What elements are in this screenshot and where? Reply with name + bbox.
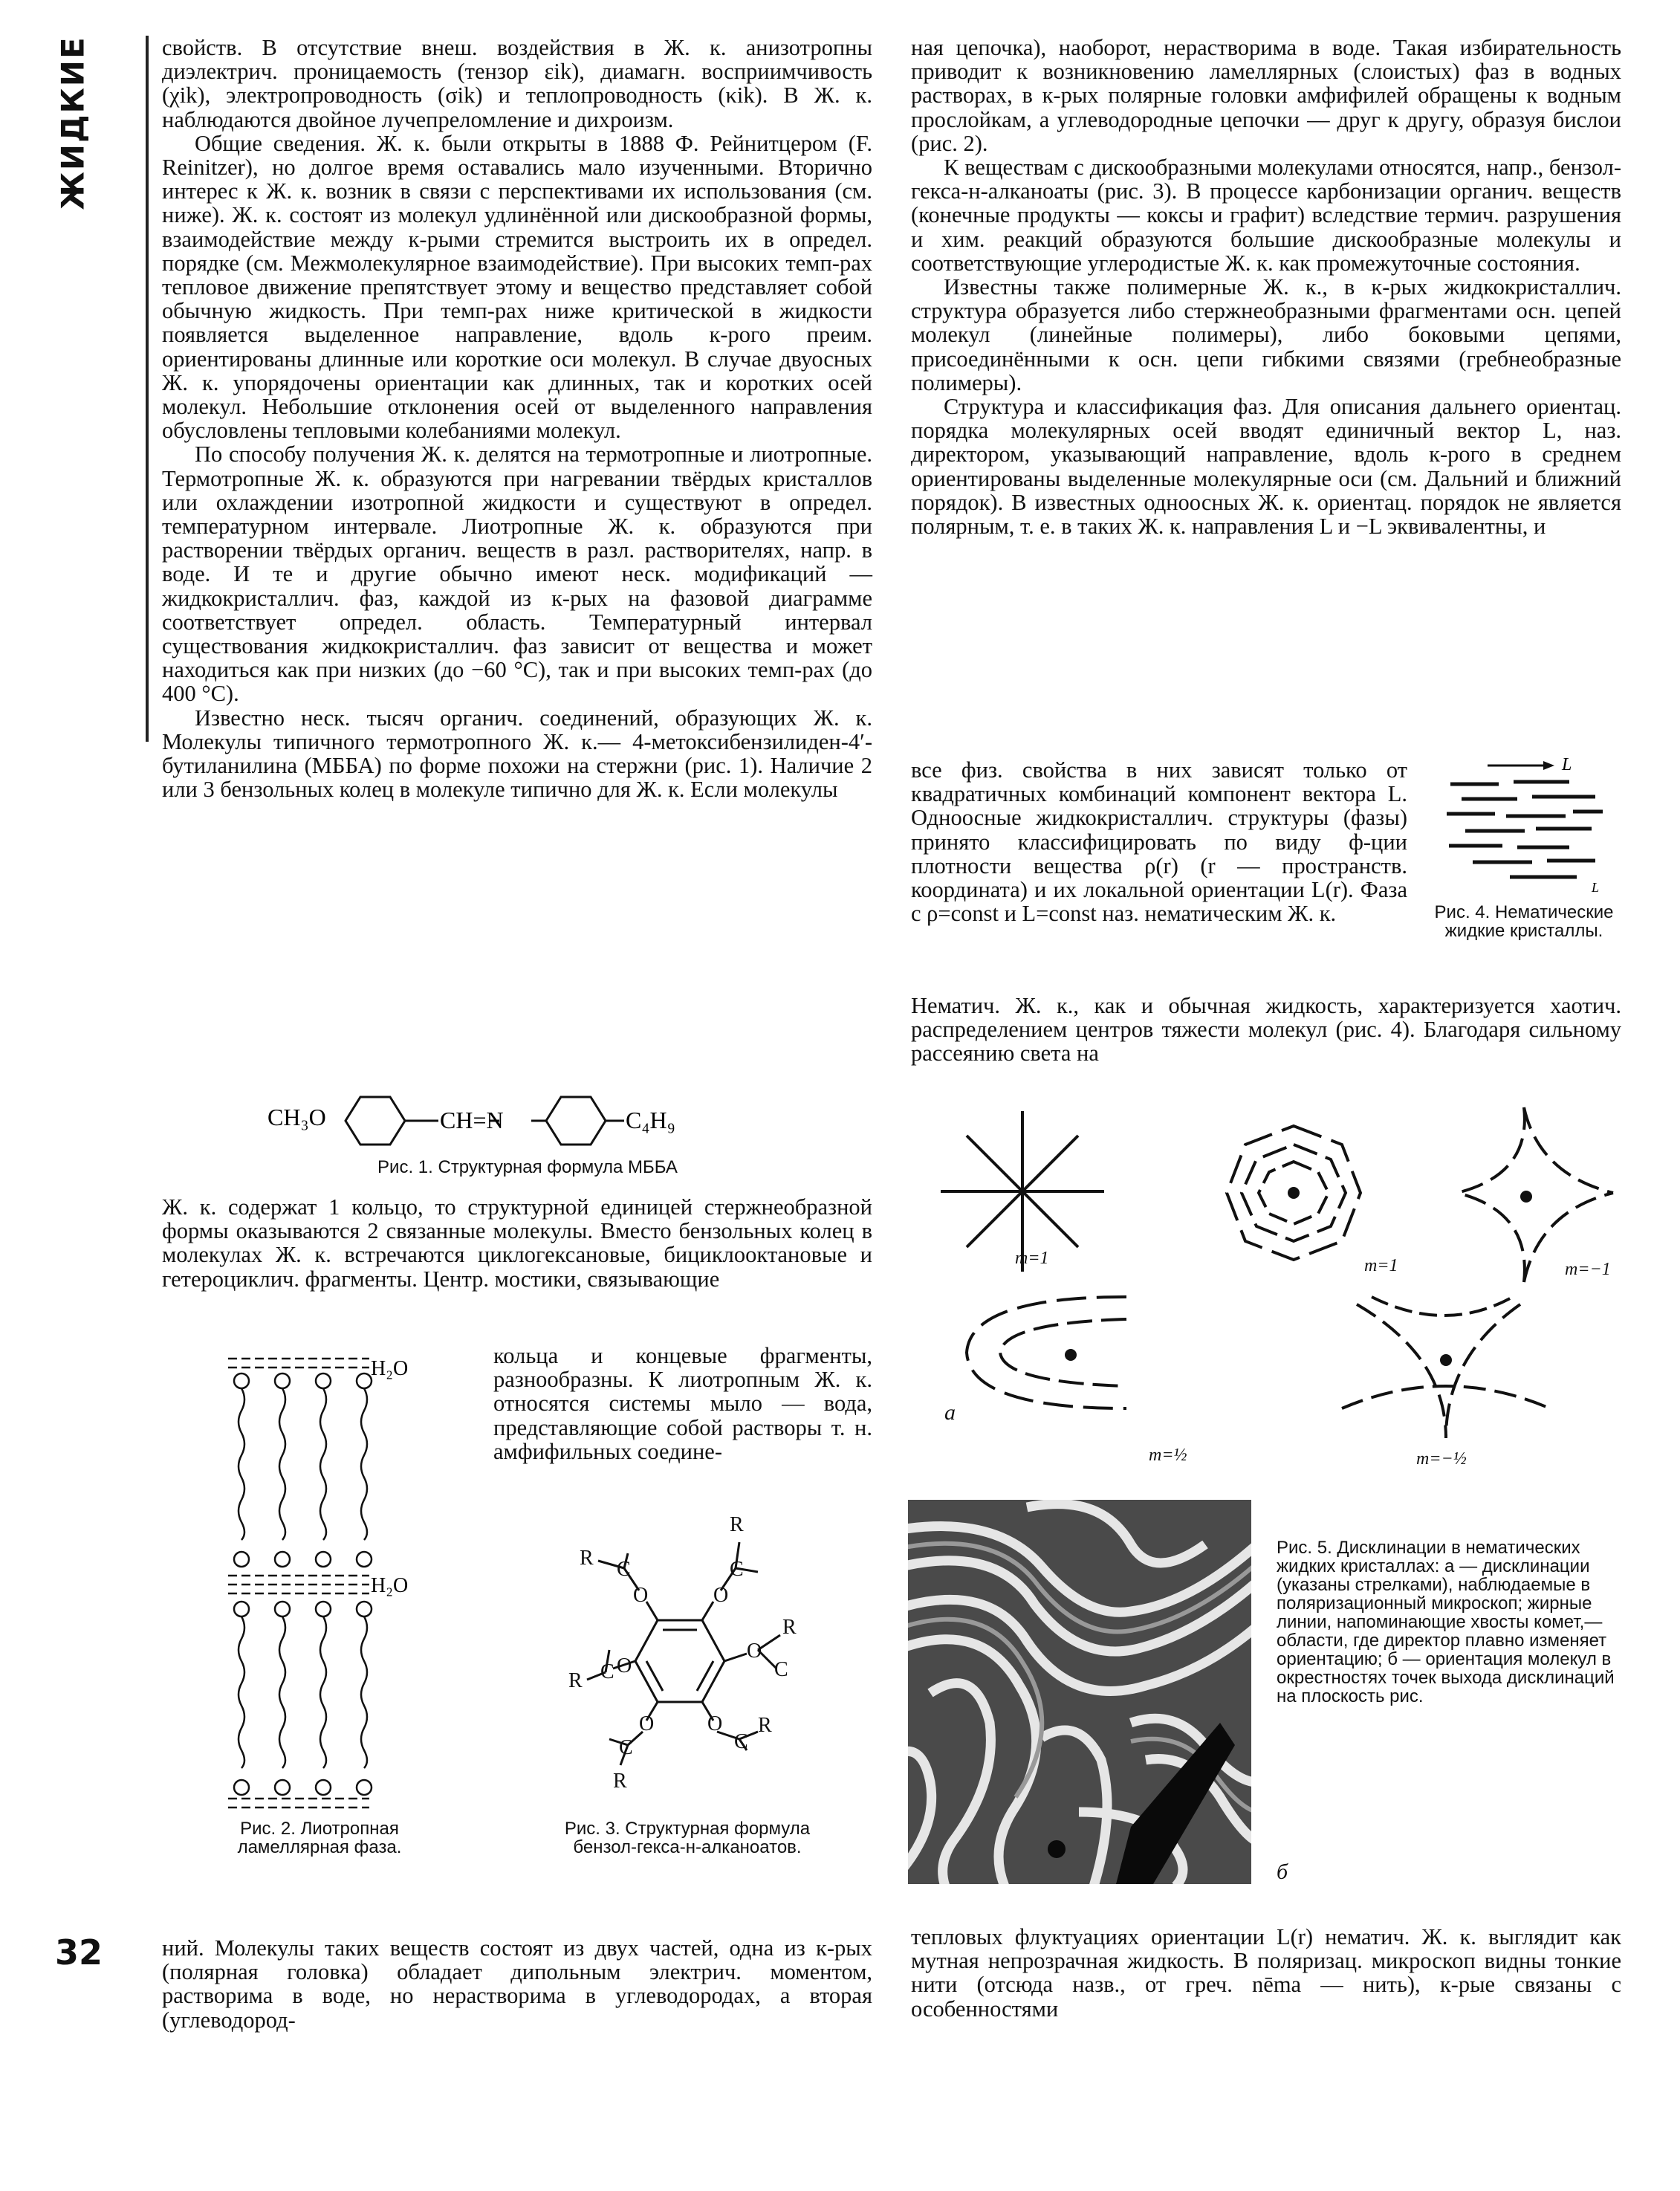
column-2-bottom xyxy=(911,1925,1621,2021)
figure-1-mbba-formula xyxy=(267,1084,802,1158)
figure-5-disclination-diagrams xyxy=(911,1081,1624,1498)
column-1-side-text xyxy=(493,1344,872,1463)
column-2-top xyxy=(911,36,1621,538)
running-head xyxy=(51,36,95,210)
atom-c: C xyxy=(730,1558,744,1581)
paragraph: Нематич. Ж. к., как и обычная жидкость, характеризуется хаотич. распределением центров тяжести молекул (рис. 4). Благодаря сильному рассеянию света на xyxy=(911,993,1621,1067)
paragraph: Структура и классификация фаз. Для описания дальнего ориентац. порядка молекулярных осей вводят единичный вектор L, наз. директором, указывающий направление, вдоль к-рого в среднем ориентированы выделенные молекулярные оси (см. Дальний и ближний порядок). В известных одноосных Ж. к. ориентац. порядок не является полярным, т. е. в таких Ж. к. направления L и −L эквивалентны, и xyxy=(911,394,1621,540)
winding-label: m=½ xyxy=(1149,1446,1187,1465)
director-label: L xyxy=(1592,880,1600,895)
atom-c: C xyxy=(617,1558,631,1581)
atom-o: O xyxy=(707,1712,723,1735)
paragraph: По способу получения Ж. к. делятся на термотропные и лиотропные. Термотропные Ж. к. образуются при нагревании твёрдых кристаллов или охлаждении изотропной жидкости и существуют в определ. температурном интервале. Лиотропные Ж. к. образуются при растворении твёрдых органич. веществ в разл. растворителях, напр. в воде. И те и другие обычно имеют неск. модификаций — жидкокристаллич. фаз, каждой из к-рых на фазовой диаграмме соответствует определ. область. Температурный интервал существования жидкокристаллич. фаз зависит от вещества и может находиться как при низких (до −60 °С), так и при высоких темп-рах (до 400 °С). xyxy=(162,441,872,707)
atom-r: R xyxy=(580,1547,594,1570)
column-rule xyxy=(146,36,149,742)
running-head-text: ЖИДКИЕ xyxy=(54,36,91,210)
paragraph: свойств. В отсутствие внеш. воздействия в Ж. к. анизотропны диэлектрич. проницаемость (тензор εik), диамагн. восприимчивость (χik), электропроводность (σik) и теплопроводность (κik). В Ж. к. наблюдаются двойное лучепреломление и дихроизм. xyxy=(162,35,872,132)
paragraph: Известно неск. тысяч органич. соединений, образующих Ж. к. Молекулы типичного термотропного Ж. к.— 4-метоксибензилиден-4′-бутиланилина (МББА) по форме похожи на стержни (рис. 1). Наличие 2 или 3 бензольных колец в молекуле типично для Ж. к. Если молекулы xyxy=(162,705,872,803)
paragraph: ний. Молекулы таких веществ состоят из двух частей, одна из к-рых (полярная головка) обладает дипольным электрич. моментом, растворима в воде, но нерастворима в углеводородах, а вторая (углеводород- xyxy=(162,1935,872,2033)
atom-o: O xyxy=(713,1584,729,1607)
page-number: 32 xyxy=(55,1932,103,1972)
paragraph: все физ. свойства в них зависят только от квадратичных комбинаций компонент вектора L. Одноосные жидкокристаллич. структуры (фазы) принято классифицировать по виду ф-ции плотности вещества ρ(r) (r — пространств. координата) и их локальной ориентации L(r). Фаза с ρ=const и L=const наз. нематическим Ж. к. xyxy=(911,757,1407,927)
atom-c: C xyxy=(619,1736,633,1759)
column-2-narrow xyxy=(911,758,1407,925)
winding-label: m=1 xyxy=(1015,1249,1049,1268)
figure-3-caption: Рис. 3. Структурная формула бензол-гекса-н-алканоатов. xyxy=(564,1819,811,1857)
atom-o: O xyxy=(747,1640,762,1663)
atom-c: C xyxy=(600,1660,614,1683)
director-label: L xyxy=(1562,755,1572,774)
figure-2-lamellar-phase xyxy=(212,1353,435,1828)
atom-c: C xyxy=(774,1658,788,1681)
paragraph: Общие сведения. Ж. к. были открыты в 1888 Ф. Рейнитцером (F. Reinitzer), но долгое время оставались мало изученными. Вторично интерес к Ж. к. возник в связи с перспективами их использования (см. ниже). Ж. к. состоят из молекул удлинённой или дискообразной формы, взаимодействие между к-рыми стремится выстроить их в определ. порядке (см. Межмолекулярное взаимодействие). При высоких темп-рах тепловое движение препятствует этому и вещество представляет собой обычную жидкость. При темп-рах ниже критической в жидкости появляется выделенное направление, вдоль к-рого преим. ориентированы длинные или короткие оси молекул. В случае двуосных Ж. к. упорядочены ориентации как длинных, так и коротких осей молекул. Небольшие отклонения осей от выделенного направления обусловлены тепловыми колебаниями молекул. xyxy=(162,130,872,444)
column-1-top xyxy=(162,36,872,802)
formula-right-group: C₄H₉ xyxy=(626,1107,675,1133)
figure-5-caption: Рис. 5. Дисклинации в нематических жидких кристаллах: а — дисклинации (указаны стрелками), наблюдаемые в поляризационный микроскоп; жирные линии, напоминающие хвосты комет,— области, где директор плавно изменяет ориентацию; б — ориентация молекул в окрестностях точек выхода дисклинаций на плоскость рис. xyxy=(1277,1538,1615,1706)
paragraph: Известны также полимерные Ж. к., в к-рых жидкокристаллич. структура образуется либо стержнеобразными фрагментами осн. цепей молекул (линейные полимеры), либо боковыми цепями, присоединёнными к осн. цепи гибкими связями (гребнеобразные полимеры). xyxy=(911,274,1621,395)
figure-4-nematic-diagram xyxy=(1443,751,1621,899)
atom-o: O xyxy=(633,1584,649,1607)
column-1-mid xyxy=(162,1195,872,1291)
paragraph: К веществам с дискообразными молекулами относятся, напр., бензол-гекса-н-алканоаты (рис. 3). В процессе карбонизации органич. веществ (конечные продукты — коксы и графит) вследствие термич. разрушения и хим. реакций образуются большие дискообразные молекулы и соответствующие углеродистые Ж. к. как промежуточные состояния. xyxy=(911,155,1621,276)
column-2-after xyxy=(911,994,1621,1066)
atom-o: O xyxy=(617,1654,632,1677)
atom-r: R xyxy=(758,1714,772,1737)
column-1-bottom xyxy=(162,1936,872,2032)
figure-2-caption: Рис. 2. Лиотропная ламеллярная фаза. xyxy=(237,1819,402,1857)
atom-c: C xyxy=(734,1730,748,1753)
panel-label-b: б xyxy=(1277,1860,1288,1884)
winding-label: m=−1 xyxy=(1565,1260,1611,1279)
winding-label: m=−½ xyxy=(1416,1449,1467,1469)
figure-3-structural-formula xyxy=(535,1509,832,1821)
paragraph: кольца и концевые фрагменты, разнообразны. К лиотропным Ж. к. относятся системы мыло — вода, представляющие собой растворы т. н. амфифильных соедине- xyxy=(493,1343,872,1464)
paragraph: тепловых флуктуациях ориентации L(r) нематич. Ж. к. выглядит как мутная непрозрачная жидкость. В поляризац. микроскоп видны тонкие нити (отсюда назв., от греч. nēma — нить), к-рые связаны с особенностями xyxy=(911,1924,1621,2022)
water-label-mid: H₂O xyxy=(371,1574,409,1597)
figure-1-caption: Рис. 1. Структурная формула МББА xyxy=(377,1157,678,1177)
atom-r: R xyxy=(730,1513,744,1536)
formula-left-group: CH₃O xyxy=(267,1104,326,1130)
atom-o: O xyxy=(639,1712,655,1735)
winding-label: m=1 xyxy=(1364,1256,1398,1275)
atom-r: R xyxy=(613,1770,627,1793)
atom-r: R xyxy=(568,1669,583,1692)
figure-5b-micrograph xyxy=(908,1500,1251,1884)
formula-middle-group: CH=N xyxy=(440,1107,504,1133)
atom-r: R xyxy=(782,1616,797,1639)
paragraph: ная цепочка), наоборот, нерастворима в воде. Такая избирательность приводит к возникновению ламеллярных (слоистых) фаз в водных растворах, в к-рых полярные головки амфифилей обращены к водным прослойкам, а углеводородные цепочки — друг к другу, образуя бислои (рис. 2). xyxy=(911,35,1621,156)
figure-4-caption: Рис. 4. Нематические жидкие кристаллы. xyxy=(1434,902,1614,941)
paragraph: Ж. к. содержат 1 кольцо, то структурной единицей стержнеобразной формы оказываются 2 связанные молекулы. Вместо бензольных колец в молекулах Ж. к. встречаются циклогексановые, бициклооктановые и гетероциклич. фрагменты. Центр. мостики, связывающие xyxy=(162,1194,872,1292)
water-label-top: H₂O xyxy=(371,1357,409,1380)
panel-label-a: а xyxy=(944,1400,956,1425)
